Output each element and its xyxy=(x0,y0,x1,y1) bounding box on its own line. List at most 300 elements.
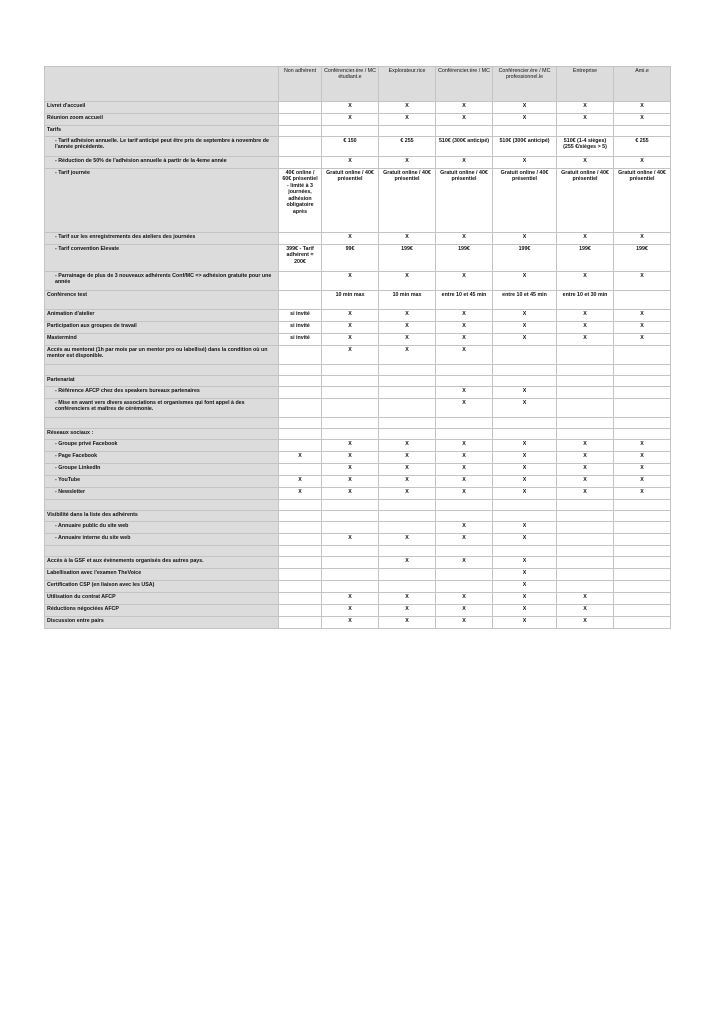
table-cell xyxy=(279,605,322,617)
table-row xyxy=(45,245,671,272)
table-cell: X xyxy=(379,476,436,488)
table-row xyxy=(45,511,671,522)
row-label: Tarifs xyxy=(45,126,279,137)
table-cell: X xyxy=(614,334,671,346)
table-cell xyxy=(279,534,322,546)
table-cell: Gratuit online / 40€ présentiel xyxy=(557,169,614,233)
table-cell xyxy=(614,546,671,557)
table-cell xyxy=(379,500,436,511)
table-row xyxy=(45,488,671,500)
table-cell xyxy=(557,511,614,522)
table-cell: X xyxy=(322,452,379,464)
table-cell xyxy=(279,546,322,557)
header-row xyxy=(45,67,671,102)
table-cell xyxy=(614,569,671,581)
table-cell: X xyxy=(379,322,436,334)
table-cell: 399€ - Tarif adhérent = 200€ xyxy=(279,245,322,272)
table-cell xyxy=(322,399,379,418)
table-cell xyxy=(557,418,614,429)
table-body xyxy=(45,67,671,629)
row-label: Utilisation du contrat AFCP xyxy=(45,593,279,605)
table-cell: X xyxy=(557,605,614,617)
table-cell: X xyxy=(322,476,379,488)
table-cell: entre 10 et 45 min xyxy=(436,291,493,310)
table-cell xyxy=(279,522,322,534)
row-label xyxy=(45,418,279,429)
table-cell: X xyxy=(379,440,436,452)
table-cell xyxy=(379,126,436,137)
table-cell: X xyxy=(322,102,379,114)
table-cell: X xyxy=(493,488,557,500)
table-cell: X xyxy=(436,334,493,346)
table-row xyxy=(45,557,671,569)
table-cell: 99€ xyxy=(322,245,379,272)
column-header: Ami.e xyxy=(614,67,671,102)
table-cell: X xyxy=(436,399,493,418)
column-header: Conférencier.ère / MC étudiant.e xyxy=(322,67,379,102)
table-cell: X xyxy=(614,102,671,114)
membership-comparison-table xyxy=(44,66,671,629)
table-cell: X xyxy=(436,322,493,334)
table-cell xyxy=(279,464,322,476)
table-cell xyxy=(322,126,379,137)
table-cell xyxy=(493,126,557,137)
table-cell: X xyxy=(379,605,436,617)
table-cell xyxy=(379,569,436,581)
table-cell: X xyxy=(493,617,557,629)
table-cell: X xyxy=(379,346,436,365)
row-label: Réunion zoom accueil xyxy=(45,114,279,126)
table-cell xyxy=(557,399,614,418)
table-cell: X xyxy=(557,114,614,126)
table-cell xyxy=(279,157,322,169)
table-row xyxy=(45,102,671,114)
table-cell: X xyxy=(322,617,379,629)
table-cell xyxy=(322,522,379,534)
table-row xyxy=(45,605,671,617)
table-cell xyxy=(379,581,436,593)
table-cell: X xyxy=(493,440,557,452)
table-cell xyxy=(436,546,493,557)
table-cell xyxy=(322,365,379,376)
table-cell xyxy=(279,291,322,310)
table-cell: X xyxy=(614,488,671,500)
table-row xyxy=(45,114,671,126)
table-cell xyxy=(436,500,493,511)
table-cell: X xyxy=(322,488,379,500)
table-cell: X xyxy=(493,452,557,464)
table-cell xyxy=(279,233,322,245)
table-cell: X xyxy=(379,488,436,500)
table-cell: entre 10 et 30 min xyxy=(557,291,614,310)
table-row xyxy=(45,593,671,605)
table-cell xyxy=(614,557,671,569)
table-cell xyxy=(436,429,493,440)
table-cell: X xyxy=(436,605,493,617)
table-cell xyxy=(279,500,322,511)
row-label: Discussion entre pairs xyxy=(45,617,279,629)
table-cell xyxy=(557,546,614,557)
table-cell xyxy=(493,376,557,387)
table-cell xyxy=(557,569,614,581)
table-row xyxy=(45,272,671,291)
row-label xyxy=(45,500,279,511)
table-cell xyxy=(614,291,671,310)
table-cell: 199€ xyxy=(379,245,436,272)
table-cell: X xyxy=(322,605,379,617)
table-cell xyxy=(614,376,671,387)
table-cell xyxy=(436,511,493,522)
table-cell xyxy=(614,593,671,605)
table-cell xyxy=(279,346,322,365)
table-cell: X xyxy=(279,452,322,464)
table-cell xyxy=(614,126,671,137)
table-cell: X xyxy=(279,476,322,488)
table-cell: X xyxy=(614,476,671,488)
table-row xyxy=(45,169,671,233)
row-label: Animation d'atelier xyxy=(45,310,279,322)
table-row xyxy=(45,440,671,452)
row-label: - Annuaire public du site web xyxy=(45,522,279,534)
table-cell: X xyxy=(493,114,557,126)
table-cell: X xyxy=(493,534,557,546)
table-cell: X xyxy=(322,464,379,476)
table-cell xyxy=(279,557,322,569)
table-cell xyxy=(614,429,671,440)
table-cell: Gratuit online / 40€ présentiel xyxy=(322,169,379,233)
table-cell: X xyxy=(379,114,436,126)
table-cell xyxy=(614,617,671,629)
table-cell xyxy=(557,376,614,387)
table-cell: X xyxy=(614,114,671,126)
table-cell: X xyxy=(436,464,493,476)
table-cell: X xyxy=(379,534,436,546)
table-row xyxy=(45,376,671,387)
table-row xyxy=(45,546,671,557)
table-row xyxy=(45,137,671,157)
table-cell xyxy=(557,346,614,365)
table-cell: X xyxy=(493,581,557,593)
table-cell xyxy=(279,114,322,126)
table-cell: X xyxy=(493,157,557,169)
table-cell: X xyxy=(614,157,671,169)
table-cell: X xyxy=(557,272,614,291)
table-cell: X xyxy=(557,488,614,500)
table-cell xyxy=(436,581,493,593)
table-cell xyxy=(614,534,671,546)
row-label: Participation aux groupes de travail xyxy=(45,322,279,334)
table-cell: X xyxy=(614,440,671,452)
table-cell: X xyxy=(436,522,493,534)
table-cell xyxy=(557,557,614,569)
table-cell: X xyxy=(436,272,493,291)
column-header: Entreprise xyxy=(557,67,614,102)
table-row xyxy=(45,522,671,534)
row-label: Certification CSP (en liaison avec les USA) xyxy=(45,581,279,593)
table-cell: X xyxy=(322,157,379,169)
table-cell: X xyxy=(557,102,614,114)
table-cell: X xyxy=(493,102,557,114)
table-cell xyxy=(614,581,671,593)
table-cell xyxy=(436,365,493,376)
table-cell: X xyxy=(614,310,671,322)
table-cell: X xyxy=(322,272,379,291)
row-label: - Annuaire interne du site web xyxy=(45,534,279,546)
row-label: Réseaux sociaux : xyxy=(45,429,279,440)
table-cell: € 255 xyxy=(614,137,671,157)
table-cell xyxy=(279,511,322,522)
table-row xyxy=(45,291,671,310)
table-cell: X xyxy=(379,272,436,291)
table-row xyxy=(45,617,671,629)
table-row xyxy=(45,157,671,169)
table-cell xyxy=(322,581,379,593)
table-cell: X xyxy=(436,476,493,488)
table-cell: X xyxy=(436,346,493,365)
table-cell: X xyxy=(614,272,671,291)
table-row xyxy=(45,452,671,464)
table-row xyxy=(45,464,671,476)
table-cell: X xyxy=(557,617,614,629)
table-cell: X xyxy=(322,346,379,365)
table-row xyxy=(45,346,671,365)
table-cell: X xyxy=(493,569,557,581)
table-cell: X xyxy=(436,387,493,399)
table-cell: X xyxy=(493,605,557,617)
table-cell: X xyxy=(493,322,557,334)
table-cell xyxy=(379,418,436,429)
table-cell: Gratuit online / 40€ présentiel xyxy=(379,169,436,233)
row-label: - Tarif convention Elevate xyxy=(45,245,279,272)
table-cell xyxy=(322,429,379,440)
table-cell xyxy=(322,557,379,569)
table-cell xyxy=(493,546,557,557)
table-cell xyxy=(379,522,436,534)
table-cell: 199€ xyxy=(614,245,671,272)
table-cell: X xyxy=(379,557,436,569)
table-cell xyxy=(436,126,493,137)
table-cell: X xyxy=(436,114,493,126)
row-label: Labellisation avec l'examen TheVoice xyxy=(45,569,279,581)
row-label: - Référence AFCP chez des speakers bureaux partenaires xyxy=(45,387,279,399)
table-cell: X xyxy=(379,157,436,169)
table-cell: X xyxy=(322,310,379,322)
table-cell: X xyxy=(436,102,493,114)
row-label: - Groupe LinkedIn xyxy=(45,464,279,476)
header-corner-cell xyxy=(45,67,279,102)
table-cell xyxy=(279,365,322,376)
table-cell: X xyxy=(557,593,614,605)
table-cell xyxy=(279,617,322,629)
table-cell xyxy=(279,418,322,429)
table-cell: X xyxy=(436,534,493,546)
table-row xyxy=(45,429,671,440)
table-cell xyxy=(322,376,379,387)
table-cell: 510€ (300€ anticipé) xyxy=(493,137,557,157)
row-label: Visibilité dans la liste des adhérents xyxy=(45,511,279,522)
table-cell: X xyxy=(493,233,557,245)
table-cell xyxy=(379,376,436,387)
table-cell xyxy=(557,522,614,534)
table-cell xyxy=(557,534,614,546)
table-cell xyxy=(322,418,379,429)
table-cell: Gratuit online / 40€ présentiel xyxy=(614,169,671,233)
table-cell xyxy=(557,365,614,376)
table-cell: X xyxy=(493,557,557,569)
table-cell xyxy=(279,593,322,605)
table-cell: X xyxy=(379,310,436,322)
table-row xyxy=(45,500,671,511)
row-label: - Parrainage de plus de 3 nouveaux adhérents Conf/MC => adhésion gratuite pour une année xyxy=(45,272,279,291)
table-cell xyxy=(279,387,322,399)
table-row xyxy=(45,399,671,418)
table-cell xyxy=(614,387,671,399)
table-cell: X xyxy=(436,233,493,245)
table-cell: X xyxy=(557,157,614,169)
table-cell: X xyxy=(436,440,493,452)
table-row xyxy=(45,310,671,322)
table-cell: X xyxy=(493,593,557,605)
table-cell xyxy=(379,429,436,440)
table-cell xyxy=(279,399,322,418)
table-cell: X xyxy=(493,272,557,291)
table-cell: X xyxy=(436,310,493,322)
table-cell: X xyxy=(614,452,671,464)
table-cell: X xyxy=(614,233,671,245)
table-cell: X xyxy=(322,534,379,546)
table-cell xyxy=(279,102,322,114)
table-cell: si invité xyxy=(279,322,322,334)
table-cell: si invité xyxy=(279,310,322,322)
table-cell xyxy=(379,511,436,522)
row-label: - Tarif sur les enregistrements des ateliers des journées xyxy=(45,233,279,245)
column-header: Conférencier.ère / MC professionnel.le xyxy=(493,67,557,102)
table-cell xyxy=(614,346,671,365)
row-label: Mastermind xyxy=(45,334,279,346)
table-cell: X xyxy=(493,464,557,476)
table-cell xyxy=(614,365,671,376)
table-row xyxy=(45,476,671,488)
table-cell: X xyxy=(379,102,436,114)
table-cell: X xyxy=(322,593,379,605)
table-cell: X xyxy=(614,464,671,476)
table-cell: X xyxy=(379,464,436,476)
table-row xyxy=(45,387,671,399)
table-cell xyxy=(279,137,322,157)
table-row xyxy=(45,569,671,581)
table-row xyxy=(45,365,671,376)
table-cell: 510€ (300€ anticipé) xyxy=(436,137,493,157)
table-cell: X xyxy=(379,593,436,605)
table-cell: 10 min max xyxy=(322,291,379,310)
table-cell xyxy=(322,569,379,581)
table-cell: 199€ xyxy=(557,245,614,272)
row-label: Livret d'accueil xyxy=(45,102,279,114)
table-cell: X xyxy=(557,322,614,334)
table-cell: X xyxy=(379,334,436,346)
row-label: Accès au mentorat (1h par mois par un mentor pro ou labellisé) dans la condition où un mentor est disponible. xyxy=(45,346,279,365)
table-cell xyxy=(614,418,671,429)
table-cell: X xyxy=(322,440,379,452)
table-cell: Gratuit online / 40€ présentiel xyxy=(493,169,557,233)
table-cell: X xyxy=(436,593,493,605)
table-cell xyxy=(279,569,322,581)
table-cell: X xyxy=(493,399,557,418)
column-header: Conférencier.ère / MC xyxy=(436,67,493,102)
table-cell xyxy=(279,581,322,593)
table-cell: si invité xyxy=(279,334,322,346)
row-label: - YouTube xyxy=(45,476,279,488)
table-cell: X xyxy=(493,334,557,346)
table-cell: X xyxy=(557,464,614,476)
table-cell xyxy=(279,272,322,291)
table-row xyxy=(45,233,671,245)
table-cell xyxy=(614,399,671,418)
row-label: - Page Facebook xyxy=(45,452,279,464)
column-header: Explorateur.rice xyxy=(379,67,436,102)
table-cell: X xyxy=(322,114,379,126)
table-cell: X xyxy=(436,488,493,500)
table-cell: X xyxy=(436,452,493,464)
column-header: Non adhérent xyxy=(279,67,322,102)
table-cell: X xyxy=(436,617,493,629)
table-cell: X xyxy=(279,488,322,500)
table-cell: X xyxy=(493,476,557,488)
table-cell: X xyxy=(557,476,614,488)
table-cell: € 150 xyxy=(322,137,379,157)
table-cell xyxy=(279,429,322,440)
table-cell: X xyxy=(379,233,436,245)
table-row xyxy=(45,322,671,334)
table-cell xyxy=(614,511,671,522)
row-label: Réductions négociées AFCP xyxy=(45,605,279,617)
table-cell xyxy=(557,581,614,593)
table-cell xyxy=(279,440,322,452)
table-cell xyxy=(379,399,436,418)
row-label: - Groupe privé Facebook xyxy=(45,440,279,452)
table-cell: X xyxy=(493,310,557,322)
table-cell: 199€ xyxy=(436,245,493,272)
row-label: Accès à la GSF et aux évènements organisés des autres pays. xyxy=(45,557,279,569)
table-cell xyxy=(557,500,614,511)
table-cell: 10 min max xyxy=(379,291,436,310)
table-cell xyxy=(436,376,493,387)
table-cell: X xyxy=(436,157,493,169)
table-cell xyxy=(493,429,557,440)
table-cell: X xyxy=(614,322,671,334)
table-cell: X xyxy=(322,334,379,346)
table-row xyxy=(45,418,671,429)
row-label: Partenariat xyxy=(45,376,279,387)
table-cell: 510€ (1-4 sièges) (255 €/sièges > 5) xyxy=(557,137,614,157)
table-cell: 40€ online / 60€ présentiel - limité à 3 journées, adhésion obligatoire après xyxy=(279,169,322,233)
row-label: - Tarif adhésion annuelle. Le tarif anticipé peut être pris de septembre à novembre de l'année précédente. xyxy=(45,137,279,157)
table-cell: X xyxy=(557,452,614,464)
table-cell xyxy=(493,511,557,522)
row-label xyxy=(45,365,279,376)
table-cell: X xyxy=(557,334,614,346)
table-cell: X xyxy=(493,387,557,399)
table-cell xyxy=(614,605,671,617)
table-cell: 199€ xyxy=(493,245,557,272)
row-label xyxy=(45,546,279,557)
table-cell: X xyxy=(557,310,614,322)
table-cell: X xyxy=(493,522,557,534)
table-cell xyxy=(322,387,379,399)
table-cell xyxy=(436,418,493,429)
table-cell xyxy=(493,346,557,365)
table-cell: X xyxy=(436,557,493,569)
